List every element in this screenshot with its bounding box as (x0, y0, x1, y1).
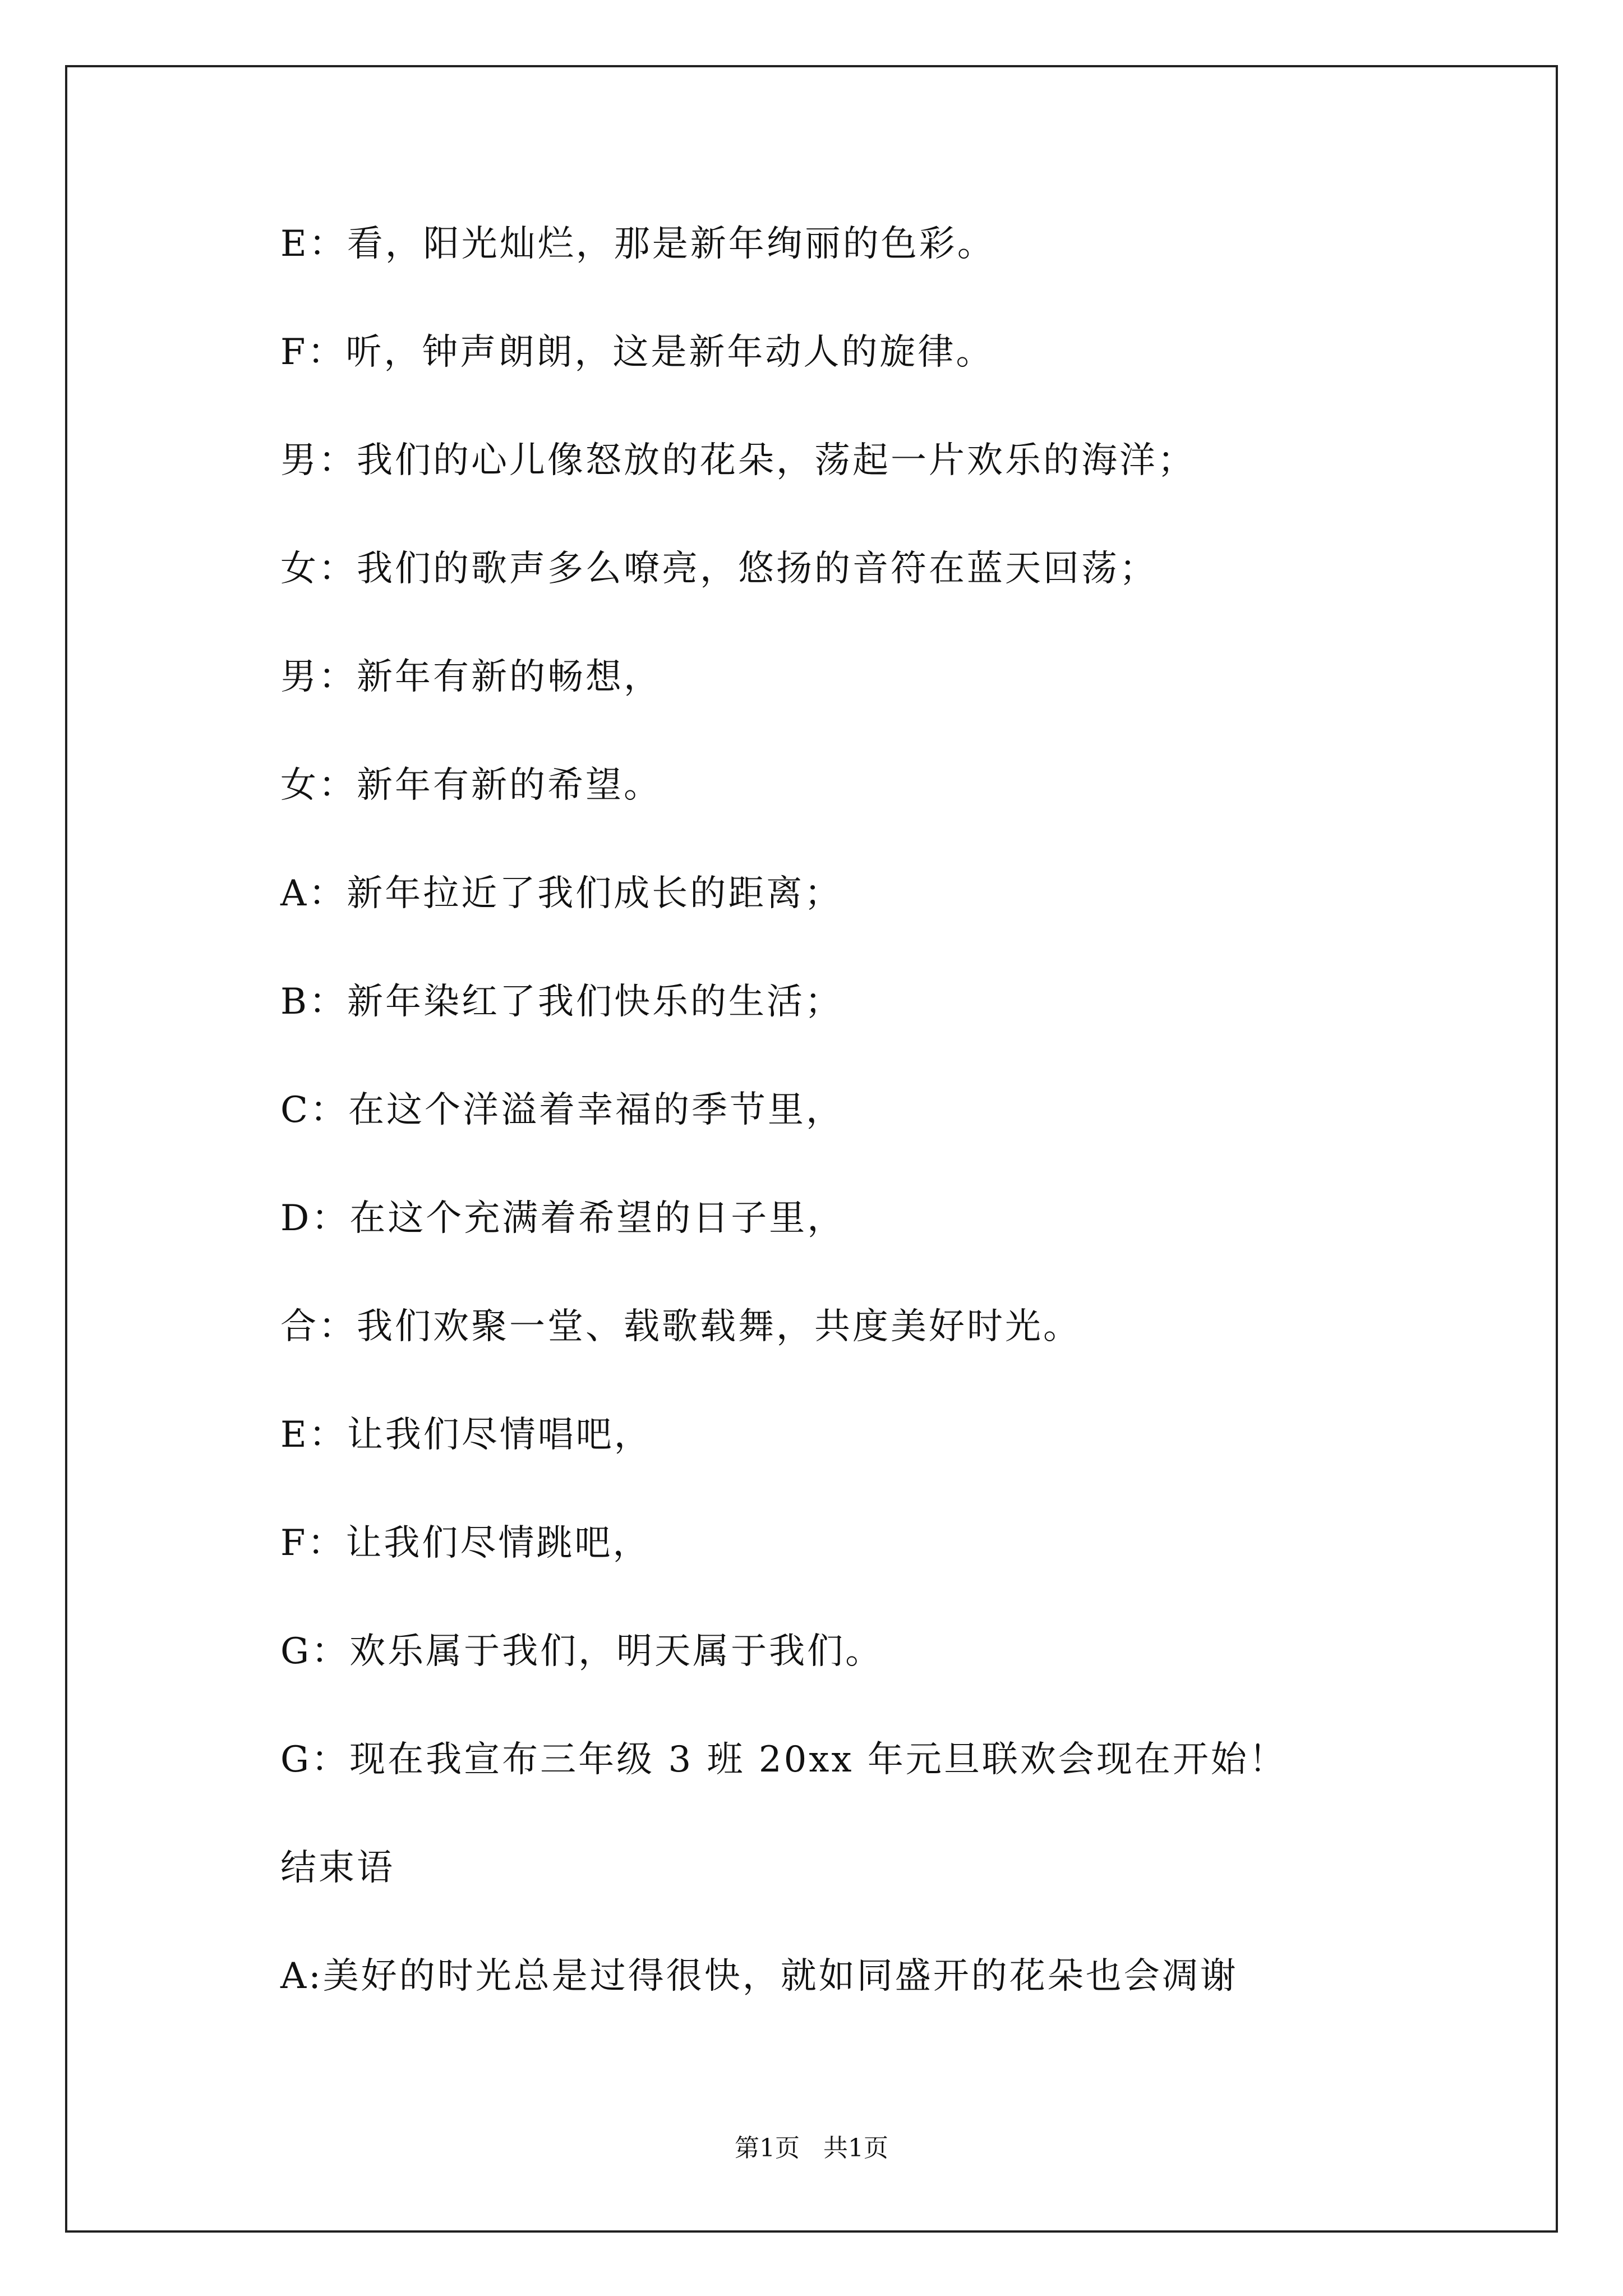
section-heading: 结束语 (280, 1847, 395, 1889)
text-line: A：新年拉近了我们成长的距离； (280, 873, 843, 914)
text-line: 合：我们欢聚一堂、载歌载舞，共度美好时光。 (280, 1306, 1081, 1347)
document-body (280, 216, 1458, 2056)
text-line: F：让我们尽情跳吧， (280, 1522, 651, 1564)
text-line: F：听，钟声朗朗，这是新年动人的旋律。 (280, 332, 994, 373)
text-line: A:美好的时光总是过得很快，就如同盛开的花朵也会凋谢 (280, 1955, 1238, 1997)
text-line: 女：我们的歌声多么嘹亮，悠扬的音符在蓝天回荡； (280, 548, 1158, 590)
page-number: 第1页 (735, 2134, 800, 2162)
text-line: 女：新年有新的希望。 (280, 765, 662, 806)
text-line: 男：新年有新的畅想， (280, 656, 662, 698)
text-line: 男：我们的心儿像怒放的花朵，荡起一片欢乐的海洋； (280, 440, 1196, 481)
text-line: B：新年染红了我们快乐的生活； (280, 981, 843, 1023)
text-line: G：欢乐属于我们，明天属于我们。 (280, 1631, 884, 1672)
text-line: E：让我们尽情唱吧， (280, 1414, 652, 1456)
text-line: D：在这个充满着希望的日子里， (280, 1198, 846, 1239)
text-line: G：现在我宣布三年级 3 班 20xx 年元旦联欢会现在开始！ (280, 1739, 1287, 1780)
page-count: 共1页 (823, 2134, 888, 2162)
text-line: E：看，阳光灿烂，那是新年绚丽的色彩。 (280, 223, 995, 265)
text-line: C：在这个洋溢着幸福的季节里， (280, 1089, 844, 1131)
page-footer (0, 2132, 1623, 2165)
